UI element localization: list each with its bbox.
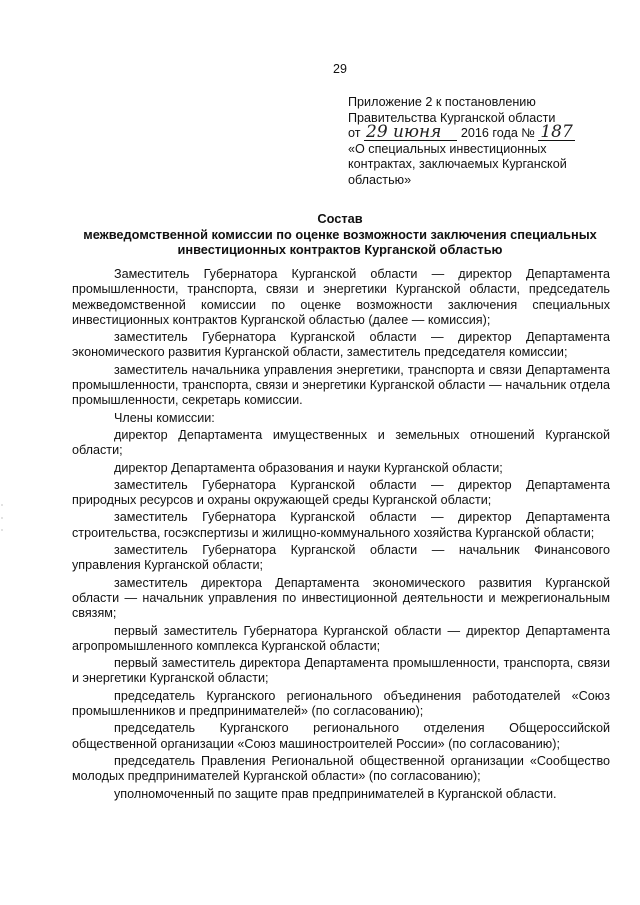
handwritten-number — [538, 122, 574, 142]
document-title — [60, 211, 620, 258]
paragraph-secretary: заместитель начальника управления энергетики, транспорта и связи Департамента промышленности, транспорта, связи и энергетики Курганской области — начальник отдела промышленности, секретарь комиссии. — [72, 362, 610, 408]
appendix-header — [348, 95, 598, 188]
date-prefix: от — [348, 126, 361, 140]
year-text: 2016 года № — [460, 126, 535, 140]
scan-margin-marks — [0, 500, 4, 540]
commission-members-list — [72, 267, 610, 804]
list-item: председатель Курганского регионального отделения Общероссийской общественной организации «Союз машиностроителей России» (по согласованию); — [72, 721, 610, 751]
list-item: директор Департамента имущественных и земельных отношений Курганской области; — [72, 427, 610, 458]
page-number: 29 — [333, 62, 347, 76]
paragraph-chairman: Заместитель Губернатора Курганской области — директор Департамента промышленности, транспорта, связи и энергетики Курганской области, председатель межведомственной комиссии по оценке возможности заключения специальных инвестиционных контрактов Курганской областью (далее — комиссия); — [72, 267, 610, 327]
appendix-line-6: областью» — [348, 172, 412, 187]
paragraph-members-heading: Члены комиссии: — [114, 410, 215, 425]
appendix-line-1: Приложение 2 к постановлению — [348, 95, 536, 109]
handwritten-date — [364, 122, 457, 142]
list-item: председатель Правления Региональной общественной организации «Сообщество молодых предпринимателей Курганской области» (по согласованию); — [72, 753, 610, 784]
list-item: заместитель Губернатора Курганской области — директор Департамента природных ресурсов и охраны окружающей среды Курганской области; — [72, 477, 610, 508]
list-item: председатель Курганского регионального объединения работодателей «Союз промышленников и предпринимателей» (по согласованию); — [72, 688, 610, 719]
appendix-line-2: Правительства Курганской области — [348, 110, 556, 125]
appendix-line-4: «О специальных инвестиционных — [348, 141, 547, 156]
list-item: заместитель директора Департамента экономического развития Курганской области — начальник управления по инвестиционной деятельности и межрегиональным связям; — [72, 575, 610, 621]
list-item: заместитель Губернатора Курганской области — директор Департамента строительства, госэкспертизы и жилищно-коммунального хозяйства Курганской области; — [72, 510, 610, 540]
list-item: первый заместитель директора Департамента промышленности, транспорта, связи и энергетики Курганской области; — [72, 656, 610, 686]
paragraph-deputy-chairman: заместитель Губернатора Курганской области — директор Департамента экономического развития Курганской области, заместитель председателя комиссии; — [72, 330, 610, 360]
title-heading: Состав — [317, 211, 363, 226]
handwritten-number-text: 187 — [540, 122, 573, 142]
appendix-date-line — [348, 122, 598, 142]
list-item: директор Департамента образования и науки Курганской области; — [114, 460, 503, 475]
appendix-line-5: контрактах, заключаемых Курганской — [348, 157, 567, 171]
list-item: уполномоченный по защите прав предпринимателей в Курганской области. — [114, 786, 557, 801]
handwritten-date-text: 29 июня — [366, 122, 442, 142]
list-item: заместитель Губернатора Курганской области — начальник Финансового управления Курганской области; — [72, 543, 610, 573]
list-item: первый заместитель Губернатора Курганской области — директор Департамента агропромышленного комплекса Курганской области; — [72, 623, 610, 653]
title-subtitle: межведомственной комиссии по оценке возможности заключения специальных инвестиционных контрактов Курганской областью — [83, 226, 597, 257]
